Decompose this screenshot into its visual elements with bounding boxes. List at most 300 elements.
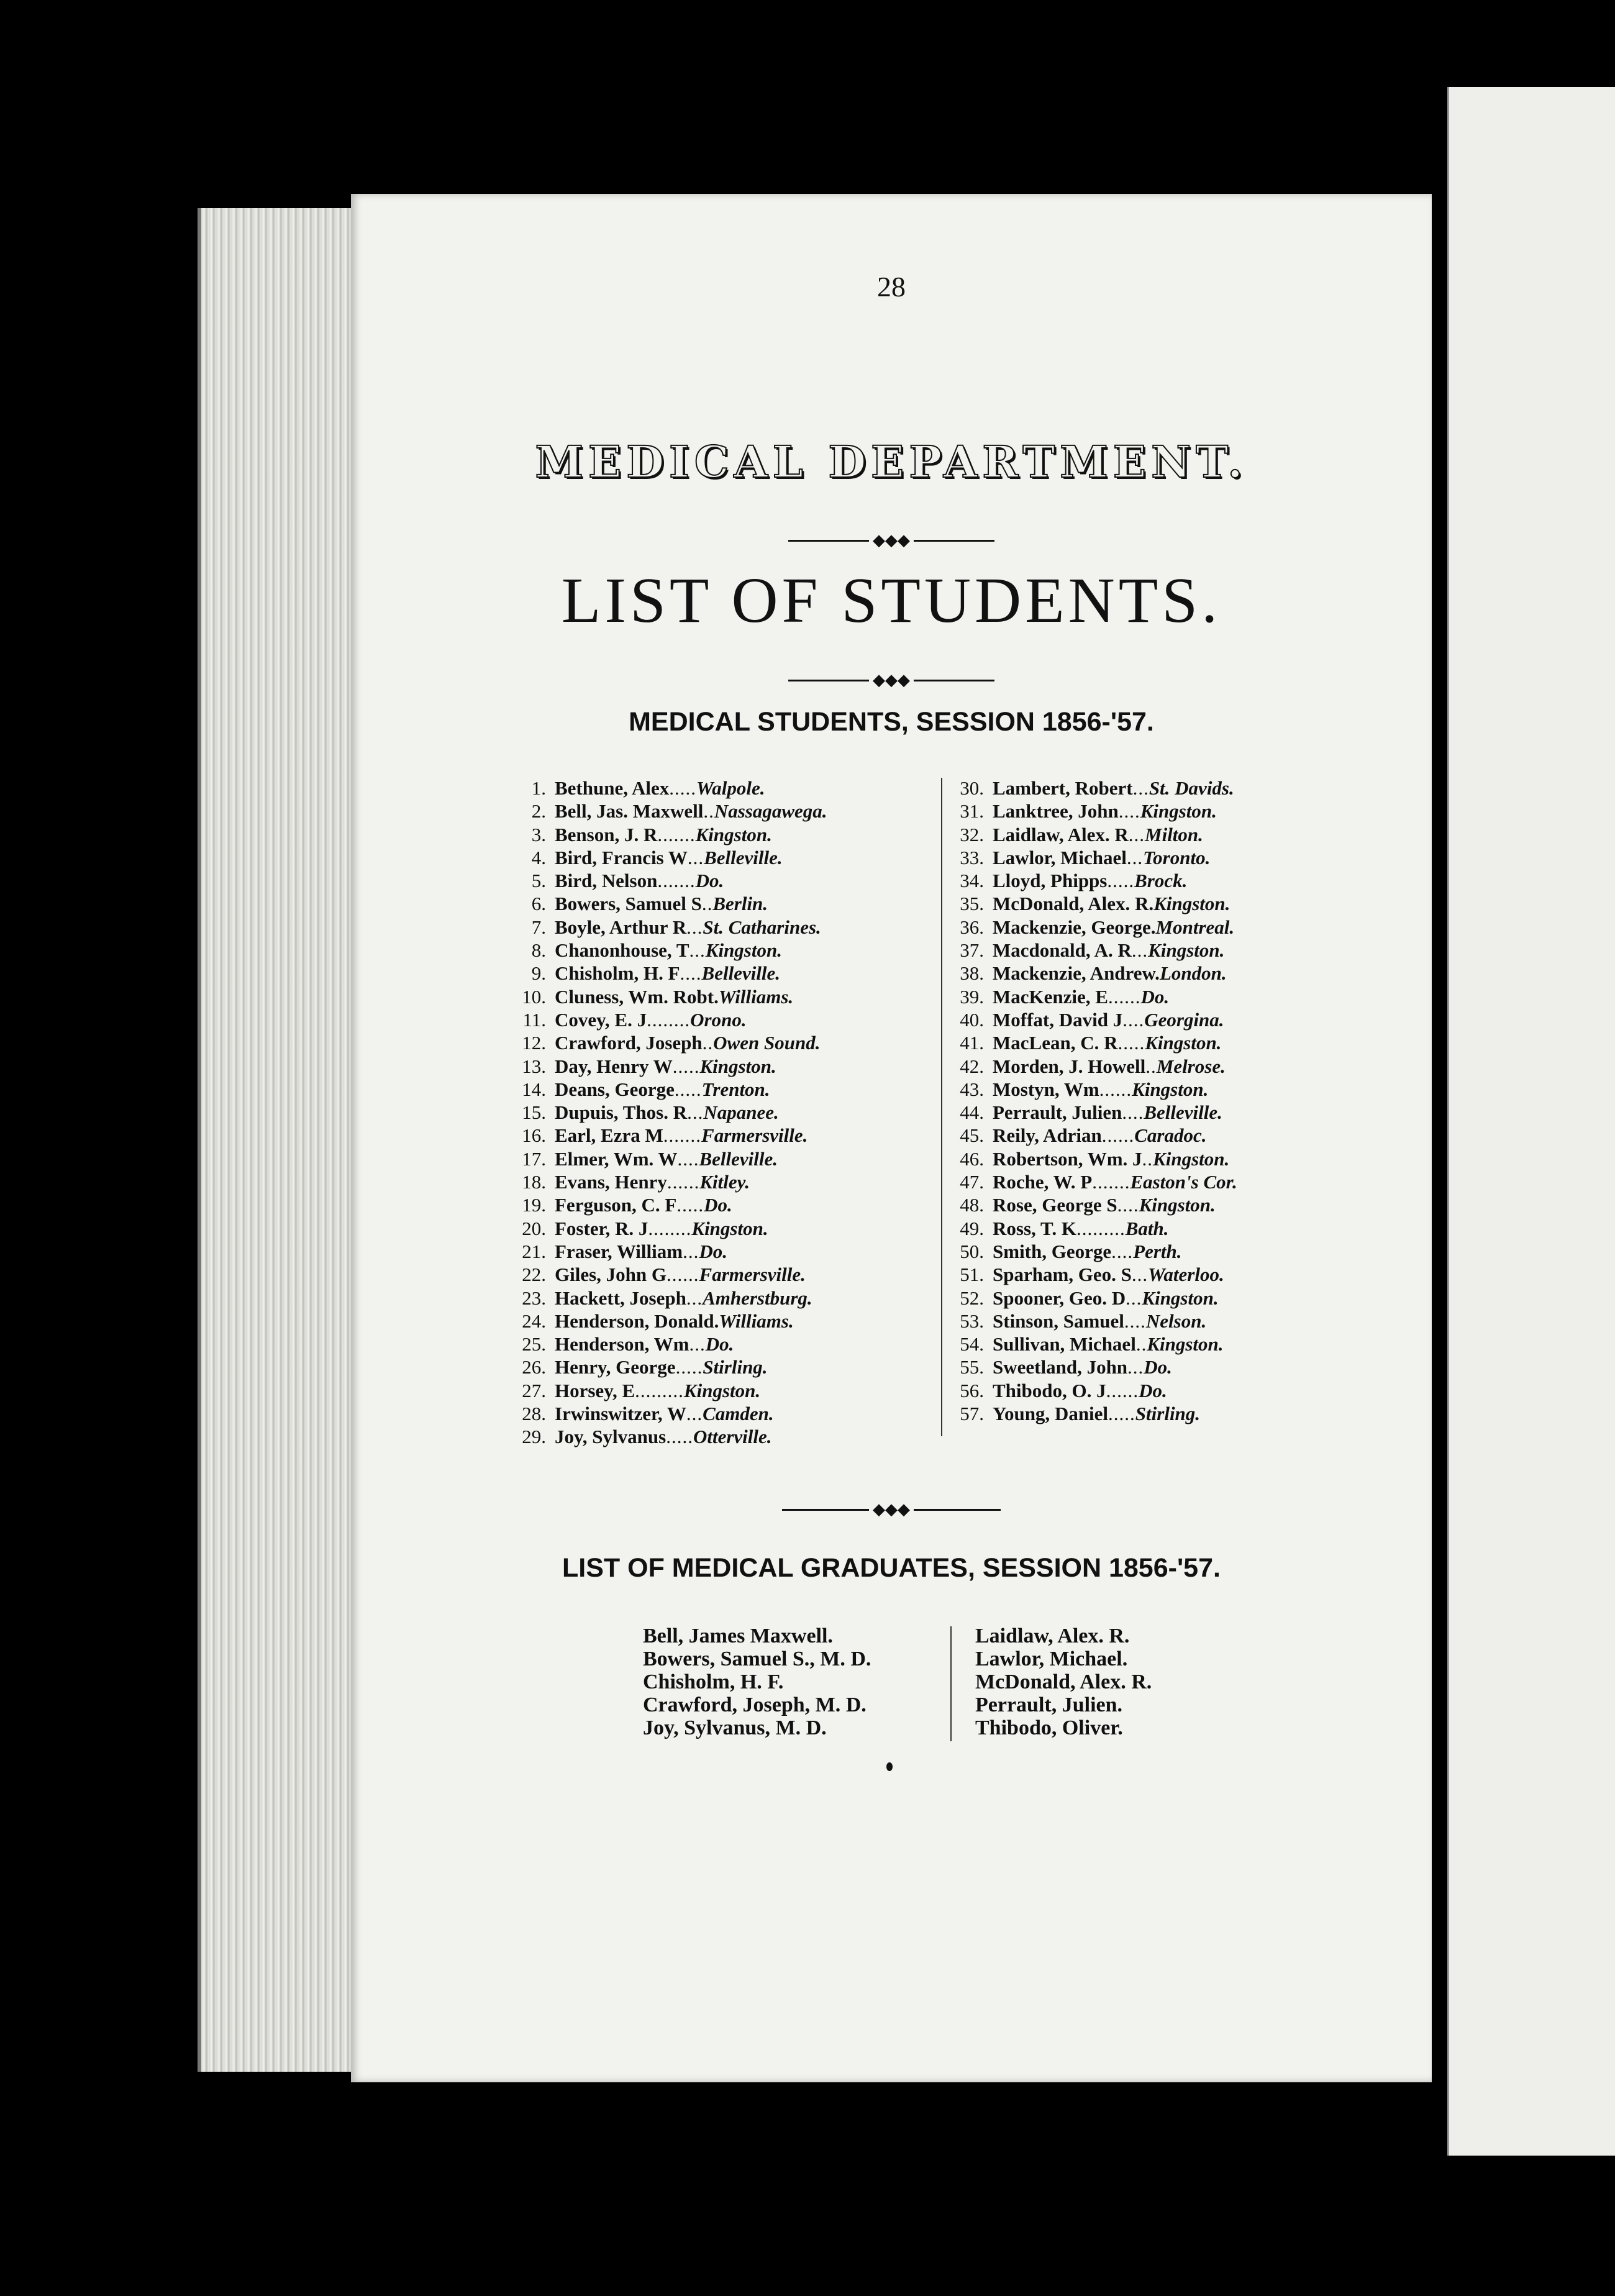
student-number: 19. [522, 1194, 546, 1216]
leader-dots: ........ [647, 1008, 691, 1031]
leader-dots: .. [702, 1032, 714, 1054]
student-row [519, 1193, 827, 1216]
student-name: MacLean, C. R [993, 1032, 1118, 1054]
student-number: 26. [522, 1356, 546, 1378]
leader-dots: .... [1122, 1101, 1144, 1124]
student-name: Elmer, Wm. W [555, 1147, 678, 1170]
leader-dots: ... [1128, 823, 1145, 845]
graduate-name: Bowers, Samuel S., M. D. [643, 1647, 871, 1670]
student-name: Fraser, William [555, 1240, 683, 1262]
leader-dots: .. [1145, 1055, 1157, 1077]
leader-dots: ..... [1108, 1403, 1135, 1425]
student-number: 8. [531, 939, 546, 962]
student-row [519, 1217, 827, 1240]
ink-speck [886, 1762, 893, 1771]
student-number: 47. [960, 1171, 984, 1193]
student-number: 49. [960, 1217, 984, 1239]
graduate-name: McDonald, Alex. R. [975, 1670, 1152, 1693]
student-name: Foster, R. J [555, 1217, 648, 1239]
student-hometown: Kitley. [699, 1171, 750, 1193]
student-row [519, 962, 827, 985]
student-row [957, 800, 1237, 822]
leader-dots: .... [677, 1147, 699, 1170]
leader-dots: ..... [672, 1055, 700, 1077]
student-row [519, 1078, 827, 1101]
student-row [957, 1332, 1237, 1355]
student-row [519, 1287, 827, 1310]
student-number: 18. [522, 1171, 546, 1193]
graduate-name: Joy, Sylvanus, M. D. [643, 1716, 827, 1739]
student-row [957, 962, 1237, 985]
student-hometown: Kingston. [705, 939, 782, 962]
student-hometown: Belleville. [704, 846, 783, 868]
student-hometown: Kingston. [691, 1217, 768, 1239]
leader-dots: ... [1126, 1287, 1142, 1309]
adjacent-page-edge [1447, 87, 1615, 2156]
student-number: 57. [960, 1403, 984, 1425]
student-hometown: Williams. [719, 1310, 794, 1332]
student-number: 54. [960, 1333, 984, 1355]
student-number: 35. [960, 893, 984, 915]
student-name: Cluness, Wm. Robt. [555, 985, 719, 1008]
student-name: Chanonhouse, T [555, 939, 689, 962]
student-number: 39. [960, 985, 984, 1008]
leader-dots: .. [701, 893, 713, 915]
student-number: 23. [522, 1287, 546, 1309]
leader-dots: ....... [657, 870, 696, 892]
student-name: Sullivan, Michael [993, 1333, 1136, 1355]
student-hometown: Do. [699, 1240, 727, 1262]
student-row [519, 777, 827, 800]
leader-dots: ....... [663, 1124, 702, 1147]
student-name: Macdonald, A. R [993, 939, 1132, 962]
student-name: Laidlaw, Alex. R [993, 823, 1129, 845]
leader-dots: ... [1126, 846, 1144, 868]
student-hometown: St. Catharines. [703, 916, 821, 938]
student-name: Ferguson, C. F [555, 1194, 677, 1216]
student-row [957, 1355, 1237, 1378]
student-name: McDonald, Alex. R. [993, 893, 1154, 915]
student-row [957, 1402, 1237, 1425]
student-name: Spooner, Geo. D [993, 1287, 1126, 1309]
student-number: 31. [960, 800, 984, 822]
student-hometown: Belleville. [699, 1147, 778, 1170]
student-hometown: Milton. [1145, 823, 1203, 845]
student-number: 16. [522, 1124, 546, 1147]
student-hometown: Amherstburg. [703, 1287, 812, 1309]
student-number: 13. [522, 1055, 546, 1077]
graduate-name: Laidlaw, Alex. R. [975, 1624, 1130, 1647]
student-name: Evans, Henry [555, 1171, 667, 1193]
graduates-column-right [975, 1624, 1152, 1739]
student-name: Deans, George [555, 1078, 675, 1100]
student-name: MacKenzie, E [993, 985, 1108, 1008]
student-hometown: Kingston. [1153, 893, 1231, 915]
student-hometown: Camden. [703, 1403, 774, 1425]
student-hometown: Do. [1140, 985, 1170, 1008]
student-number: 48. [960, 1194, 984, 1216]
student-number: 9. [531, 962, 546, 985]
leader-dots: ......... [635, 1379, 684, 1401]
column-brace [950, 1626, 958, 1741]
student-row [519, 916, 827, 939]
student-row [957, 823, 1237, 846]
student-hometown: London. [1159, 962, 1227, 985]
student-name: Chisholm, H. F [555, 962, 680, 985]
student-name: Hackett, Joseph [555, 1287, 686, 1309]
student-hometown: Kingston. [1153, 1147, 1230, 1170]
student-row [957, 1124, 1237, 1147]
student-hometown: Do. [1139, 1379, 1167, 1401]
student-hometown: Kingston. [1147, 1333, 1224, 1355]
student-row [957, 985, 1237, 1008]
student-hometown: Berlin. [712, 893, 768, 915]
student-hometown: Do. [704, 1194, 732, 1216]
student-number: 44. [960, 1101, 984, 1124]
student-row [519, 1240, 827, 1263]
student-row [519, 1031, 827, 1054]
student-hometown: Perth. [1133, 1240, 1182, 1262]
student-row [957, 1240, 1237, 1263]
leader-dots: ... [687, 846, 704, 868]
student-name: Irwinswitzer, W [555, 1403, 686, 1425]
student-row [957, 1263, 1237, 1286]
student-hometown: Toronto. [1143, 846, 1211, 868]
student-hometown: Orono. [690, 1008, 747, 1031]
student-number: 11. [522, 1008, 546, 1031]
student-name: Benson, J. R [555, 823, 658, 845]
leader-dots: ... [686, 1287, 703, 1309]
student-number: 45. [960, 1124, 984, 1147]
ornamental-rule: ◆◆◆ [351, 671, 1432, 690]
student-number: 24. [522, 1310, 546, 1332]
student-hometown: Waterloo. [1148, 1264, 1224, 1286]
student-row [519, 1355, 827, 1378]
leader-dots: ........ [648, 1217, 692, 1239]
student-hometown: Kingston. [1148, 939, 1225, 962]
department-title: MEDICAL DEPARTMENT. [535, 436, 1248, 488]
leader-dots: ... [686, 916, 703, 938]
student-name: Robertson, Wm. J [993, 1147, 1142, 1170]
student-name: Day, Henry W [555, 1055, 673, 1077]
students-column-right [957, 777, 1237, 1425]
leader-dots: ... [1131, 1264, 1149, 1286]
student-name: Reily, Adrian [993, 1124, 1102, 1147]
leader-dots: ..... [674, 1078, 702, 1100]
leader-dots: .. [1135, 1333, 1147, 1355]
leader-dots: ......... [1076, 1217, 1126, 1239]
student-row [519, 1425, 827, 1448]
student-hometown: Stirling. [1135, 1403, 1201, 1425]
student-hometown: Kingston. [1142, 1287, 1219, 1309]
student-hometown: Kingston. [699, 1055, 776, 1077]
leader-dots: .... [1124, 1310, 1146, 1332]
leader-dots: .... [1122, 1008, 1145, 1031]
student-hometown: Kingston. [1132, 1078, 1209, 1100]
students-column-left [519, 777, 827, 1449]
student-name: Sweetland, John [993, 1356, 1128, 1378]
student-name: Bell, Jas. Maxwell [555, 800, 704, 822]
leader-dots: ...... [666, 1171, 700, 1193]
student-row [957, 1101, 1237, 1124]
student-number: 2. [531, 800, 546, 822]
leader-dots: ... [687, 1101, 704, 1124]
student-row [519, 1310, 827, 1332]
student-number: 52. [960, 1287, 984, 1309]
student-row [519, 1101, 827, 1124]
student-hometown: Farmersville. [699, 1264, 806, 1286]
student-name: Moffat, David J [993, 1008, 1123, 1031]
student-row [957, 846, 1237, 869]
student-hometown: Belleville. [701, 962, 781, 985]
student-number: 14. [522, 1078, 546, 1100]
student-name: Thibodo, O. J [993, 1379, 1106, 1401]
student-hometown: Trenton. [701, 1078, 770, 1100]
student-number: 6. [531, 893, 546, 915]
leader-dots: ..... [675, 1356, 703, 1378]
student-number: 50. [960, 1240, 984, 1262]
leader-dots: ... [1132, 777, 1149, 799]
leader-dots: ..... [669, 777, 697, 799]
student-name: Mackenzie, Andrew. [993, 962, 1160, 985]
student-row [957, 939, 1237, 962]
student-number: 29. [522, 1426, 546, 1448]
student-name: Henderson, Donald. [555, 1310, 719, 1332]
student-name: Lloyd, Phipps [993, 870, 1108, 892]
student-number: 37. [960, 939, 984, 962]
student-row [519, 1170, 827, 1193]
graduates-column-left [643, 1624, 871, 1739]
leader-dots: ...... [1106, 1379, 1139, 1401]
student-row [957, 1379, 1237, 1402]
student-row [957, 1287, 1237, 1310]
student-hometown: Melrose. [1156, 1055, 1226, 1077]
student-number: 36. [960, 916, 984, 938]
list-title: LIST OF STUDENTS. [561, 565, 1222, 636]
student-hometown: Montreal. [1155, 916, 1235, 938]
graduate-name: Lawlor, Michael. [975, 1647, 1128, 1670]
student-number: 30. [960, 777, 984, 799]
student-hometown: Do. [1144, 1356, 1172, 1378]
student-hometown: Kingston. [1145, 1032, 1222, 1054]
student-row [957, 1055, 1237, 1078]
leader-dots: ..... [1117, 1032, 1145, 1054]
student-number: 41. [960, 1032, 984, 1054]
student-hometown: Owen Sound. [713, 1032, 821, 1054]
student-name: Giles, John G [555, 1264, 667, 1286]
bleed-through-mark [991, 340, 1363, 365]
student-name: Horsey, E [555, 1379, 635, 1401]
student-name: Young, Daniel [993, 1403, 1109, 1425]
student-row [519, 1124, 827, 1147]
leader-dots: ..... [676, 1194, 704, 1216]
student-name: Rose, George S [993, 1194, 1117, 1216]
student-row [519, 1055, 827, 1078]
student-hometown: Otterville. [693, 1426, 772, 1448]
student-number: 33. [960, 846, 984, 868]
student-name: Lawlor, Michael [993, 846, 1127, 868]
graduate-name: Chisholm, H. F. [643, 1670, 784, 1693]
leader-dots: ...... [1108, 985, 1141, 1008]
student-name: Bowers, Samuel S [555, 893, 702, 915]
student-hometown: Napanee. [703, 1101, 779, 1124]
student-hometown: Do. [695, 870, 724, 892]
student-name: Roche, W. P [993, 1171, 1093, 1193]
leader-dots: ....... [1092, 1171, 1130, 1193]
student-hometown: Caradoc. [1134, 1124, 1207, 1147]
leader-dots: ..... [1107, 870, 1135, 892]
student-name: Covey, E. J [555, 1008, 647, 1031]
student-row [957, 1147, 1237, 1170]
student-name: Mostyn, Wm [993, 1078, 1099, 1100]
page-number: 28 [877, 271, 906, 303]
student-number: 27. [522, 1379, 546, 1401]
student-row [519, 1008, 827, 1031]
ornamental-rule: ◆◆◆ [351, 1500, 1432, 1519]
student-hometown: Brock. [1134, 870, 1188, 892]
students-heading: MEDICAL STUDENTS, SESSION 1856-'57. [629, 707, 1154, 737]
student-number: 25. [522, 1333, 546, 1355]
student-row [957, 1217, 1237, 1240]
student-hometown: Kingston. [1140, 800, 1217, 822]
student-number: 10. [522, 985, 546, 1008]
ornamental-rule: ◆◆◆ [351, 531, 1432, 550]
student-name: Joy, Sylvanus [555, 1426, 666, 1448]
leader-dots: .. [703, 800, 714, 822]
student-row [519, 1332, 827, 1355]
student-row [957, 892, 1237, 915]
student-row [519, 823, 827, 846]
leader-dots: .... [680, 962, 702, 985]
student-row [519, 985, 827, 1008]
student-hometown: Georgina. [1144, 1008, 1224, 1031]
student-row [519, 892, 827, 915]
student-row [519, 800, 827, 822]
student-row [957, 1193, 1237, 1216]
student-number: 43. [960, 1078, 984, 1100]
graduate-name: Thibodo, Oliver. [975, 1716, 1123, 1739]
student-row [957, 1031, 1237, 1054]
student-name: Sparham, Geo. S [993, 1264, 1132, 1286]
student-number: 34. [960, 870, 984, 892]
student-name: Lanktree, John [993, 800, 1119, 822]
leader-dots: ... [683, 1240, 699, 1262]
student-row [519, 1263, 827, 1286]
student-name: Boyle, Arthur R [555, 916, 687, 938]
student-name: Bird, Nelson [555, 870, 658, 892]
student-hometown: Belleville. [1144, 1101, 1222, 1124]
student-name: Perrault, Julien [993, 1101, 1122, 1124]
student-name: Bird, Francis W [555, 846, 688, 868]
student-hometown: Farmersville. [701, 1124, 808, 1147]
student-hometown: Stirling. [703, 1356, 768, 1378]
leader-dots: ....... [657, 823, 696, 845]
student-number: 5. [531, 870, 546, 892]
student-name: Bethune, Alex [555, 777, 670, 799]
leader-dots: ... [686, 1403, 703, 1425]
leader-dots: ...... [1099, 1078, 1132, 1100]
student-row [957, 1008, 1237, 1031]
student-number: 51. [960, 1264, 984, 1286]
student-hometown: Kingston. [695, 823, 772, 845]
student-name: Smith, George [993, 1240, 1112, 1262]
student-row [519, 1402, 827, 1425]
student-number: 38. [960, 962, 984, 985]
student-number: 1. [531, 777, 546, 799]
student-row [519, 939, 827, 962]
student-number: 56. [960, 1379, 984, 1401]
student-number: 7. [531, 916, 546, 938]
graduates-heading: LIST OF MEDICAL GRADUATES, SESSION 1856-'57. [562, 1553, 1221, 1583]
student-hometown: Do. [705, 1333, 734, 1355]
leader-dots: ...... [666, 1264, 699, 1286]
column-brace [941, 778, 955, 1436]
student-number: 15. [522, 1101, 546, 1124]
student-number: 32. [960, 823, 984, 845]
student-row [519, 869, 827, 892]
student-row [519, 1379, 827, 1402]
student-name: Earl, Ezra M [555, 1124, 663, 1147]
leader-dots: ... [689, 939, 706, 962]
student-hometown: Williams. [718, 985, 794, 1008]
student-name: Dupuis, Thos. R [555, 1101, 688, 1124]
student-hometown: St. Davids. [1149, 777, 1234, 799]
student-hometown: Bath. [1125, 1217, 1169, 1239]
student-name: Henry, George [555, 1356, 676, 1378]
student-number: 17. [522, 1147, 546, 1170]
student-number: 12. [522, 1032, 546, 1054]
student-number: 4. [531, 846, 546, 868]
leader-dots: .... [1117, 1194, 1139, 1216]
student-number: 20. [522, 1217, 546, 1239]
graduate-name: Bell, James Maxwell. [643, 1624, 833, 1647]
leader-dots: .. [1142, 1147, 1153, 1170]
student-row [957, 1310, 1237, 1332]
student-row [957, 916, 1237, 939]
leader-dots: .... [1111, 1240, 1134, 1262]
leader-dots: ..... [666, 1426, 693, 1448]
student-name: Morden, J. Howell [993, 1055, 1146, 1077]
leader-dots: ... [689, 1333, 706, 1355]
student-hometown: Easton's Cor. [1130, 1171, 1237, 1193]
student-row [957, 869, 1237, 892]
student-number: 53. [960, 1310, 984, 1332]
student-number: 28. [522, 1403, 546, 1425]
leader-dots: .... [1118, 800, 1140, 822]
leader-dots: ... [1131, 939, 1149, 962]
student-number: 21. [522, 1240, 546, 1262]
student-number: 46. [960, 1147, 984, 1170]
student-row [957, 1170, 1237, 1193]
book-page-edges [198, 208, 363, 2072]
student-row [957, 777, 1237, 800]
student-row [957, 1078, 1237, 1101]
student-name: Ross, T. K [993, 1217, 1076, 1239]
student-name: Stinson, Samuel [993, 1310, 1124, 1332]
student-row [519, 846, 827, 869]
student-name: Lambert, Robert [993, 777, 1133, 799]
student-number: 3. [531, 823, 546, 845]
student-number: 40. [960, 1008, 984, 1031]
student-number: 22. [522, 1264, 546, 1286]
leader-dots: ...... [1101, 1124, 1135, 1147]
student-hometown: Walpole. [696, 777, 765, 799]
book-page [351, 194, 1432, 2082]
student-hometown: Kingston. [1139, 1194, 1216, 1216]
student-number: 42. [960, 1055, 984, 1077]
student-name: Mackenzie, George. [993, 916, 1156, 938]
student-hometown: Nassagawega. [714, 800, 827, 822]
